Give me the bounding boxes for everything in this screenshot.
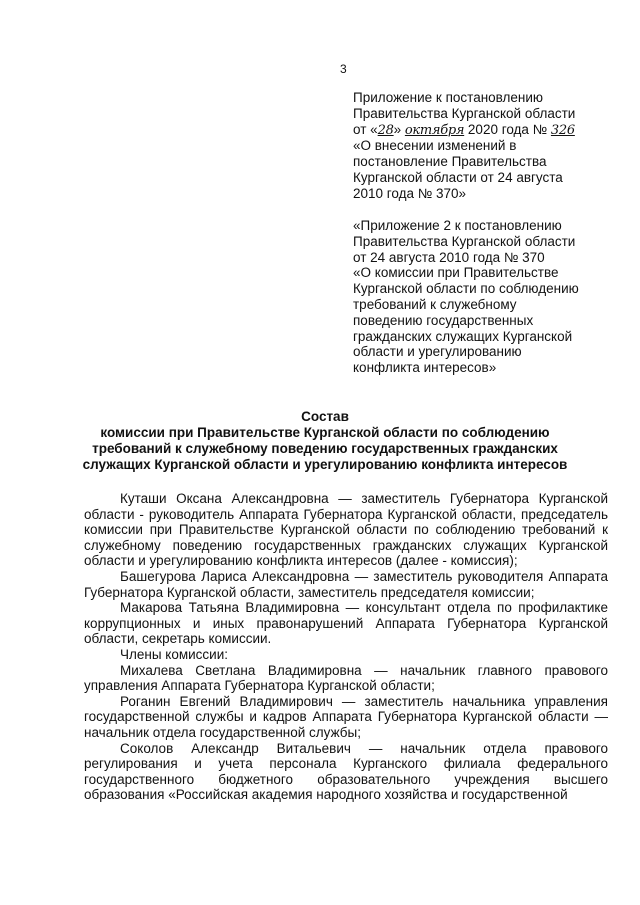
appendix-quote-line: от 24 августа 2010 года № 370	[353, 249, 545, 265]
date-year: 2020 года №	[464, 121, 551, 137]
appendix-quote-line: Правительства Курганской области	[353, 233, 576, 249]
title-line: служащих Курганской области и урегулированию конфликта интересов	[82, 457, 568, 472]
appendix-subject-line: постановление Правительства	[353, 154, 547, 170]
member-paragraph: Роганин Евгений Владимирович — заместитель начальника управления государственной службы и кадров Аппарата Губернатора Курганской области — начальник отдела государственной службы;	[84, 693, 608, 740]
appendix-header-line: Приложение к постановлению	[353, 90, 544, 105]
handwritten-day: 28	[377, 122, 394, 138]
appendix-quote-line: требований к служебному	[353, 296, 517, 312]
appendix-header-line: Правительства Курганской области	[353, 105, 576, 121]
title-line: комиссии при Правительстве Курганской области по соблюдению	[100, 425, 550, 440]
body-paragraph-chairman: Куташи Оксана Александровна — заместитель Губернатора Курганской области - руководитель Аппарата Губернатора Курганской области, председатель комиссии при Правительстве Курганской области по соблюдению требований к служебному поведению государственных гражданских служащих Курганской области и урегулированию конфликта интересов (далее - комиссия);	[84, 491, 608, 569]
appendix-quote-line: области и урегулированию	[353, 344, 522, 360]
appendix-quote-line: «Приложение 2 к постановлению	[353, 218, 562, 233]
title-line: требований к служебному поведению государственных гражданских	[92, 441, 558, 456]
appendix-quote	[353, 218, 623, 376]
title-line: Состав	[301, 409, 349, 424]
appendix-subject-line: 2010 года № 370»	[353, 185, 467, 201]
member-paragraph: Михалева Светлана Владимировна — начальник главного правового управления Аппарата Губернатора Курганской области;	[84, 662, 608, 694]
document-body	[84, 491, 608, 803]
body-paragraph-secretary: Макарова Татьяна Владимировна — консультант отдела по профилактике коррупционных и иных правонарушений Аппарата Губернатора Курганской области, секретарь комиссии.	[84, 600, 608, 647]
body-paragraph-deputy-chairman: Башегурова Лариса Александровна — заместитель руководителя Аппарата Губернатора Курганской области, заместитель председателя комиссии;	[84, 568, 608, 600]
date-prefix: от «	[353, 121, 378, 137]
members-label: Члены комиссии:	[120, 646, 229, 662]
document-title	[60, 409, 590, 473]
page-number: 3	[340, 62, 347, 76]
handwritten-doc-number: 326	[550, 122, 575, 138]
appendix-quote-line: гражданских служащих Курганской	[353, 328, 573, 344]
appendix-quote-line: поведению государственных	[353, 312, 534, 328]
member-paragraph: Соколов Александр Витальевич — начальник отдела правового регулирования и учета персонала Курганского филиала федерального государственного бюджетного образовательного учреждения высшего образования «Российская академия народного хозяйства и государственной	[84, 740, 608, 803]
handwritten-month: октября	[404, 122, 465, 138]
appendix-subject-line: «О внесении изменений в	[353, 138, 517, 154]
appendix-header	[353, 90, 623, 202]
appendix-date-line	[353, 122, 623, 139]
date-mid: »	[393, 121, 405, 137]
appendix-quote-line: «О комиссии при Правительстве	[353, 265, 559, 281]
appendix-subject-line: Курганской области от 24 августа	[353, 169, 563, 185]
appendix-quote-line: Курганской области по соблюдению	[353, 281, 579, 297]
appendix-quote-line: конфликта интересов»	[353, 360, 497, 376]
